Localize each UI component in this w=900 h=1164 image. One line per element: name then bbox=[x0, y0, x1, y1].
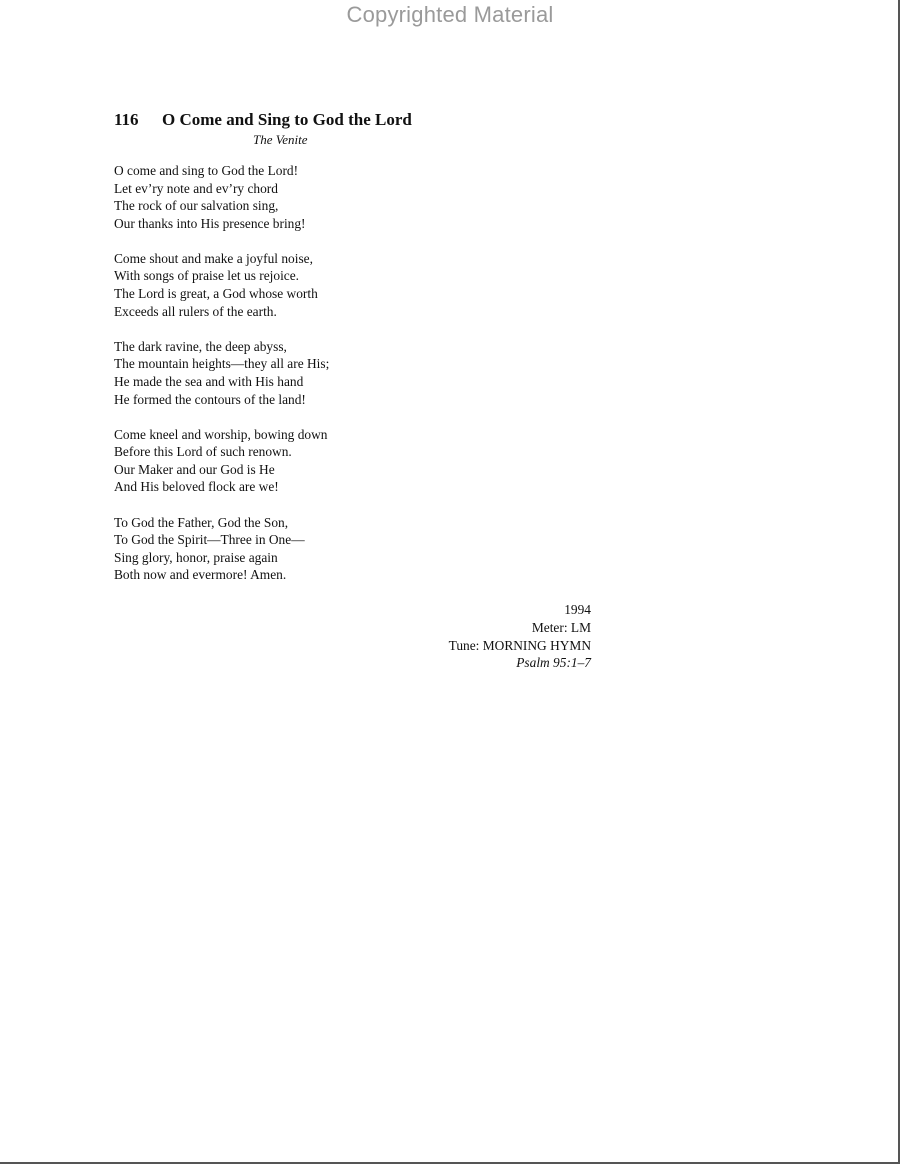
copyright-watermark: Copyrighted Material bbox=[346, 2, 554, 27]
stanza-line: Sing glory, honor, praise again bbox=[114, 549, 278, 565]
stanza-line: The dark ravine, the deep abyss, bbox=[114, 338, 287, 354]
hymn-year: 1994 bbox=[564, 602, 591, 618]
stanza-2 bbox=[114, 250, 594, 320]
hymn-subtitle: The Venite bbox=[253, 132, 308, 147]
stanza-line: To God the Father, God the Son, bbox=[114, 514, 289, 530]
hymn-number: 116 bbox=[114, 110, 139, 129]
hymn bbox=[114, 110, 594, 672]
stanza-line: He formed the contours of the land! bbox=[114, 391, 306, 407]
hymn-tune: Tune: MORNING HYMN bbox=[448, 637, 591, 653]
stanza-line: Our Maker and our God is He bbox=[114, 461, 275, 477]
hymn-header bbox=[114, 110, 594, 130]
stanza-line: Come shout and make a joyful noise, bbox=[114, 250, 313, 266]
stanza-line: Our thanks into His presence bring! bbox=[114, 215, 306, 231]
hymn-meter: Meter: LM bbox=[531, 619, 591, 635]
stanza-line: O come and sing to God the Lord! bbox=[114, 163, 299, 178]
stanza-line: With songs of praise let us rejoice. bbox=[114, 268, 300, 284]
hymn-info bbox=[114, 601, 591, 671]
stanza-line: Before this Lord of such renown. bbox=[114, 444, 292, 460]
stanza-line: Both now and evermore! Amen. bbox=[114, 567, 287, 583]
stanza-line: The Lord is great, a God whose worth bbox=[114, 286, 318, 302]
stanza-4 bbox=[114, 426, 594, 496]
stanza-line: Come kneel and worship, bowing down bbox=[114, 426, 328, 442]
stanzas bbox=[114, 162, 594, 584]
hymn-scripture: Psalm 95:1–7 bbox=[516, 655, 591, 671]
stanza-line: The rock of our salvation sing, bbox=[114, 198, 279, 214]
stanza-3 bbox=[114, 338, 594, 408]
stanza-line: To God the Spirit—Three in One— bbox=[114, 532, 305, 548]
stanza-line: Exceeds all rulers of the earth. bbox=[114, 303, 277, 319]
stanza-line: Let ev’ry note and ev’ry chord bbox=[114, 180, 278, 196]
stanza-1 bbox=[114, 162, 594, 232]
stanza-line: And His beloved flock are we! bbox=[114, 479, 279, 495]
stanza-line: The mountain heights—they all are His; bbox=[114, 356, 330, 372]
hymn-title: O Come and Sing to God the Lord bbox=[162, 110, 412, 129]
stanza-5 bbox=[114, 514, 594, 584]
stanza-line: He made the sea and with His hand bbox=[114, 373, 304, 389]
